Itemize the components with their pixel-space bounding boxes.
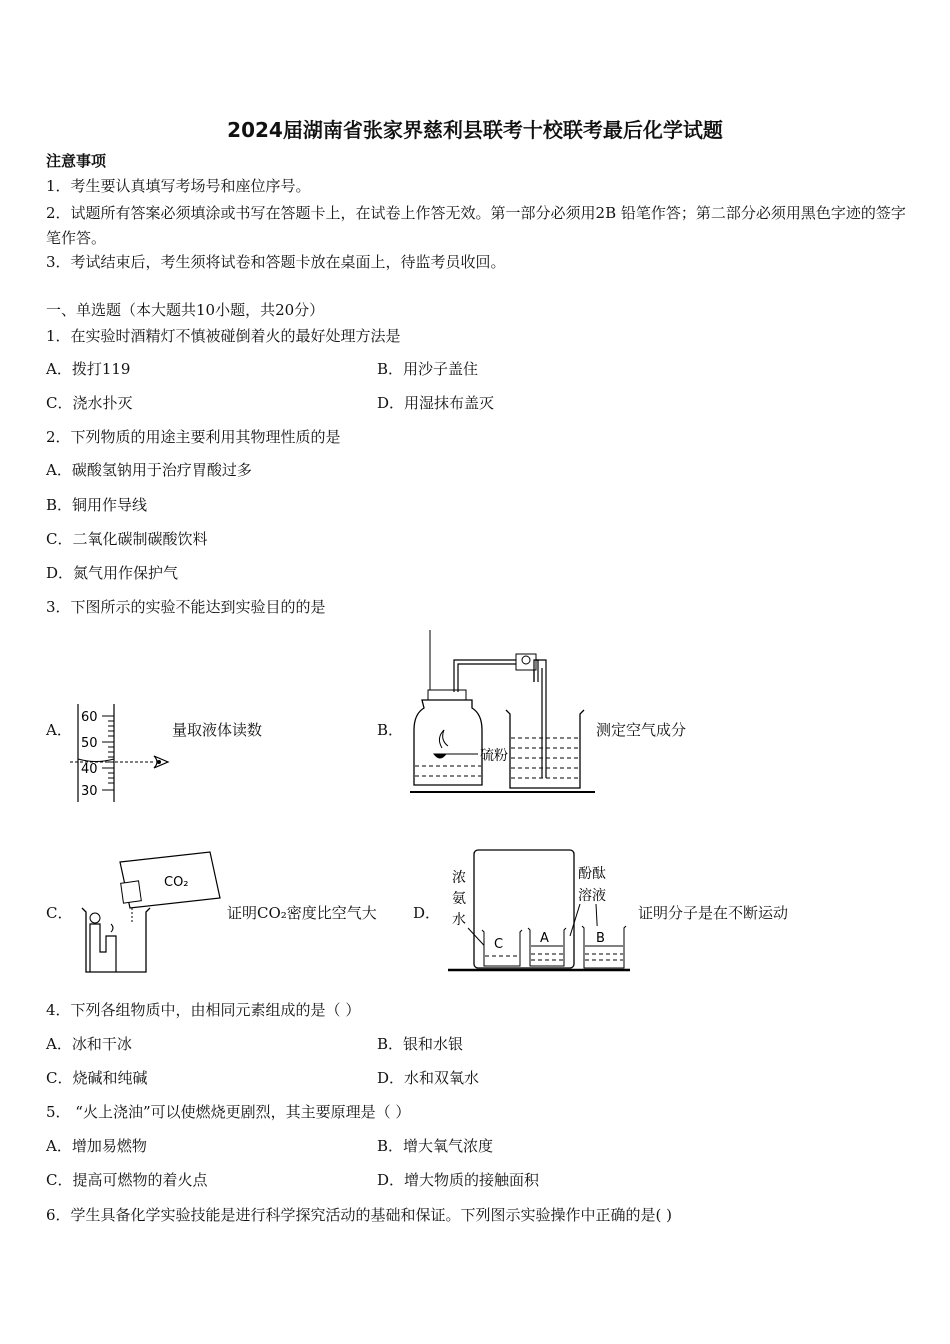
question-3-option-d-letter[interactable]: D． (413, 904, 441, 922)
question-1-stem: 1．在实验时酒精灯不慎被碰倒着火的最好处理方法是 (46, 327, 401, 345)
figure-a-tick-60: 60 (81, 710, 98, 725)
figure-d-beaker-b: B (596, 931, 605, 946)
figure-d-right-label-1: 酚酞 (578, 866, 606, 882)
question-3-option-a-caption: 量取液体读数 (172, 721, 263, 739)
figure-a-tick-40: 40 (81, 762, 98, 777)
question-5-option-c[interactable]: C．提高可燃物的着火点 (46, 1171, 208, 1189)
question-3-option-a-letter[interactable]: A． (46, 721, 72, 739)
question-4-option-c[interactable]: C．烧碱和纯碱 (46, 1069, 148, 1087)
notice-item-3: 3．考试结束后，考生须将试卷和答题卡放在桌面上，待监考员收回。 (46, 253, 506, 271)
question-4-option-d[interactable]: D．水和双氧水 (377, 1069, 480, 1087)
figure-c-label-co2: CO₂ (164, 875, 189, 890)
question-6-stem: 6．学生具备化学实验技能是进行科学探究活动的基础和保证。下列图示实验操作中正确的是( ) (46, 1206, 673, 1224)
figure-a-graduated-cylinder (70, 704, 180, 804)
question-3-option-b-letter[interactable]: B． (377, 721, 404, 739)
question-4-option-b[interactable]: B．银和水银 (377, 1035, 464, 1053)
question-2-option-d[interactable]: D．氮气用作保护气 (46, 564, 179, 582)
question-2-option-b[interactable]: B．铜用作导线 (46, 496, 148, 514)
section-heading: 一、单选题（本大题共10小题，共20分） (46, 301, 325, 319)
notice-item-2: 2．试题所有答案必须填涂或书写在答题卡上，在试卷上作答无效。第一部分必须用2B 铅笔作答；第二部分必须用黑色字迹的签字笔作答。 (46, 204, 906, 247)
figure-d-molecule-apparatus (448, 848, 633, 976)
question-1-option-d[interactable]: D．用湿抹布盖灭 (377, 394, 495, 412)
figure-c-co2-apparatus (80, 852, 230, 976)
question-4-stem: 4．下列各组物质中，由相同元素组成的是（ ） (46, 1001, 361, 1019)
question-2-stem: 2．下列物质的用途主要利用其物理性质的是 (46, 428, 341, 446)
figure-d-left-label-3: 水 (452, 912, 466, 928)
question-3-option-c-caption: 证明CO₂密度比空气大 (227, 904, 377, 922)
notice-item-1: 1．考生要认真填写考场号和座位序号。 (46, 177, 311, 195)
question-3-option-b-caption: 测定空气成分 (596, 721, 687, 739)
question-2-option-c[interactable]: C．二氧化碳制碳酸饮料 (46, 530, 208, 548)
figure-d-beaker-c: C (494, 937, 504, 952)
figure-b-air-apparatus (410, 630, 595, 798)
figure-d-beaker-a: A (540, 931, 549, 946)
question-4-option-a[interactable]: A．冰和干冰 (46, 1035, 132, 1053)
question-1-option-b[interactable]: B．用沙子盖住 (377, 360, 479, 378)
exam-title: 2024届湖南省张家界慈利县联考十校联考最后化学试题 (227, 118, 723, 142)
question-3-stem: 3．下图所示的实验不能达到实验目的的是 (46, 598, 326, 616)
question-5-option-b[interactable]: B．增大氧气浓度 (377, 1137, 494, 1155)
figure-d-left-label-2: 氨 (452, 891, 466, 907)
question-5-stem: 5． “火上浇油”可以使燃烧更剧烈，其主要原理是（ ） (46, 1103, 411, 1121)
question-1-option-c[interactable]: C．浇水扑灭 (46, 394, 133, 412)
figure-a-tick-30: 30 (81, 784, 98, 799)
question-1-option-a[interactable]: A．拨打119 (46, 360, 131, 378)
question-2-option-a[interactable]: A．碳酸氢钠用于治疗胃酸过多 (46, 461, 252, 479)
question-5-option-a[interactable]: A．增加易燃物 (46, 1137, 147, 1155)
notice-heading: 注意事项 (46, 152, 107, 170)
figure-d-left-label-1: 浓 (452, 870, 466, 886)
question-5-option-d[interactable]: D．增大物质的接触面积 (377, 1171, 540, 1189)
question-3-option-d-caption: 证明分子是在不断运动 (638, 904, 789, 922)
question-3-option-c-letter[interactable]: C． (46, 904, 73, 922)
figure-b-label-sulfur: 硫粉 (480, 748, 508, 764)
figure-a-tick-50: 50 (81, 736, 98, 751)
figure-d-right-label-2: 溶液 (578, 888, 606, 904)
